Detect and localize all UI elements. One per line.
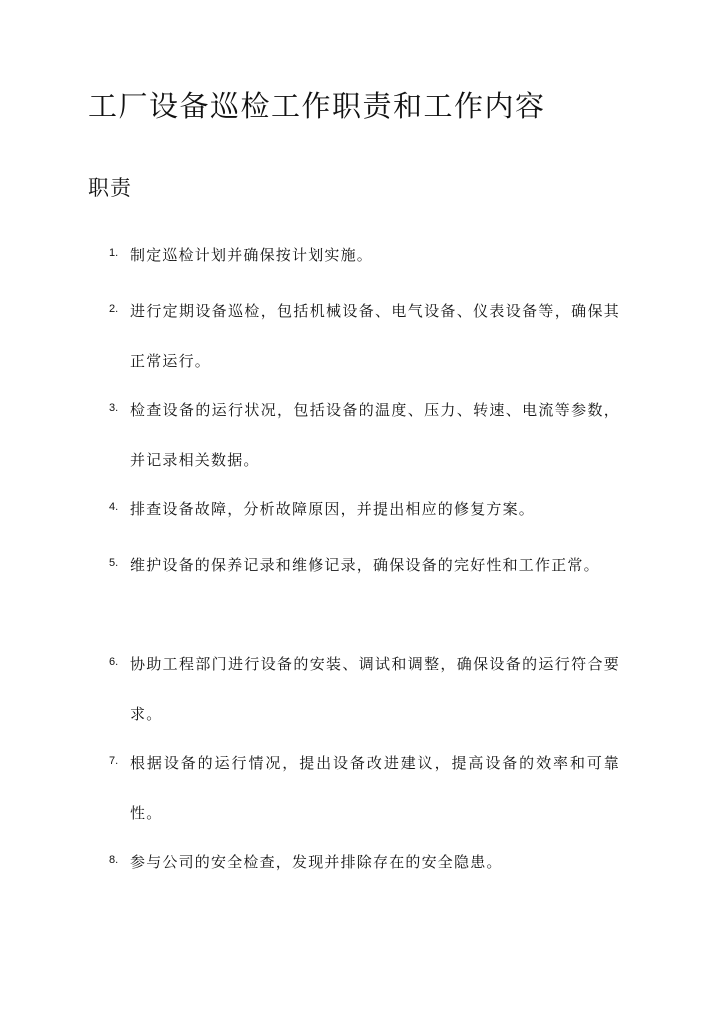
list-item-number: 1.: [109, 247, 119, 259]
list-item-number: 8.: [109, 854, 119, 866]
list-item-number: 7.: [109, 755, 119, 767]
list-item-text: 协助工程部门进行设备的安装、调试和调整，确保设备的运行符合要求。: [130, 655, 620, 723]
list-item-text: 维护设备的保养记录和维修记录，确保设备的完好性和工作正常。: [130, 556, 600, 574]
list-item-number: 2.: [109, 303, 119, 315]
list-item-text: 根据设备的运行情况，提出设备改进建议，提高设备的效率和可靠性。: [130, 754, 620, 822]
list-item-text: 制定巡检计划并确保按计划实施。: [130, 246, 374, 264]
list-item-text: 检查设备的运行状况，包括设备的温度、压力、转速、电流等参数，并记录相关数据。: [130, 401, 620, 469]
list-item-text: 参与公司的安全检查，发现并排除存在的安全隐患。: [130, 853, 503, 871]
list-item-text: 排查设备故障，分析故障原因，并提出相应的修复方案。: [130, 500, 536, 518]
list-item-number: 6.: [109, 656, 119, 668]
list-item-number: 5.: [109, 557, 119, 569]
list-item-number: 4.: [109, 501, 119, 513]
document-title: 工厂设备巡检工作职责和工作内容: [88, 89, 546, 123]
section-heading-duties: 职责: [88, 176, 132, 200]
list-item-text: 进行定期设备巡检，包括机械设备、电气设备、仪表设备等，确保其正常运行。: [130, 302, 620, 370]
list-item-number: 3.: [109, 402, 119, 414]
